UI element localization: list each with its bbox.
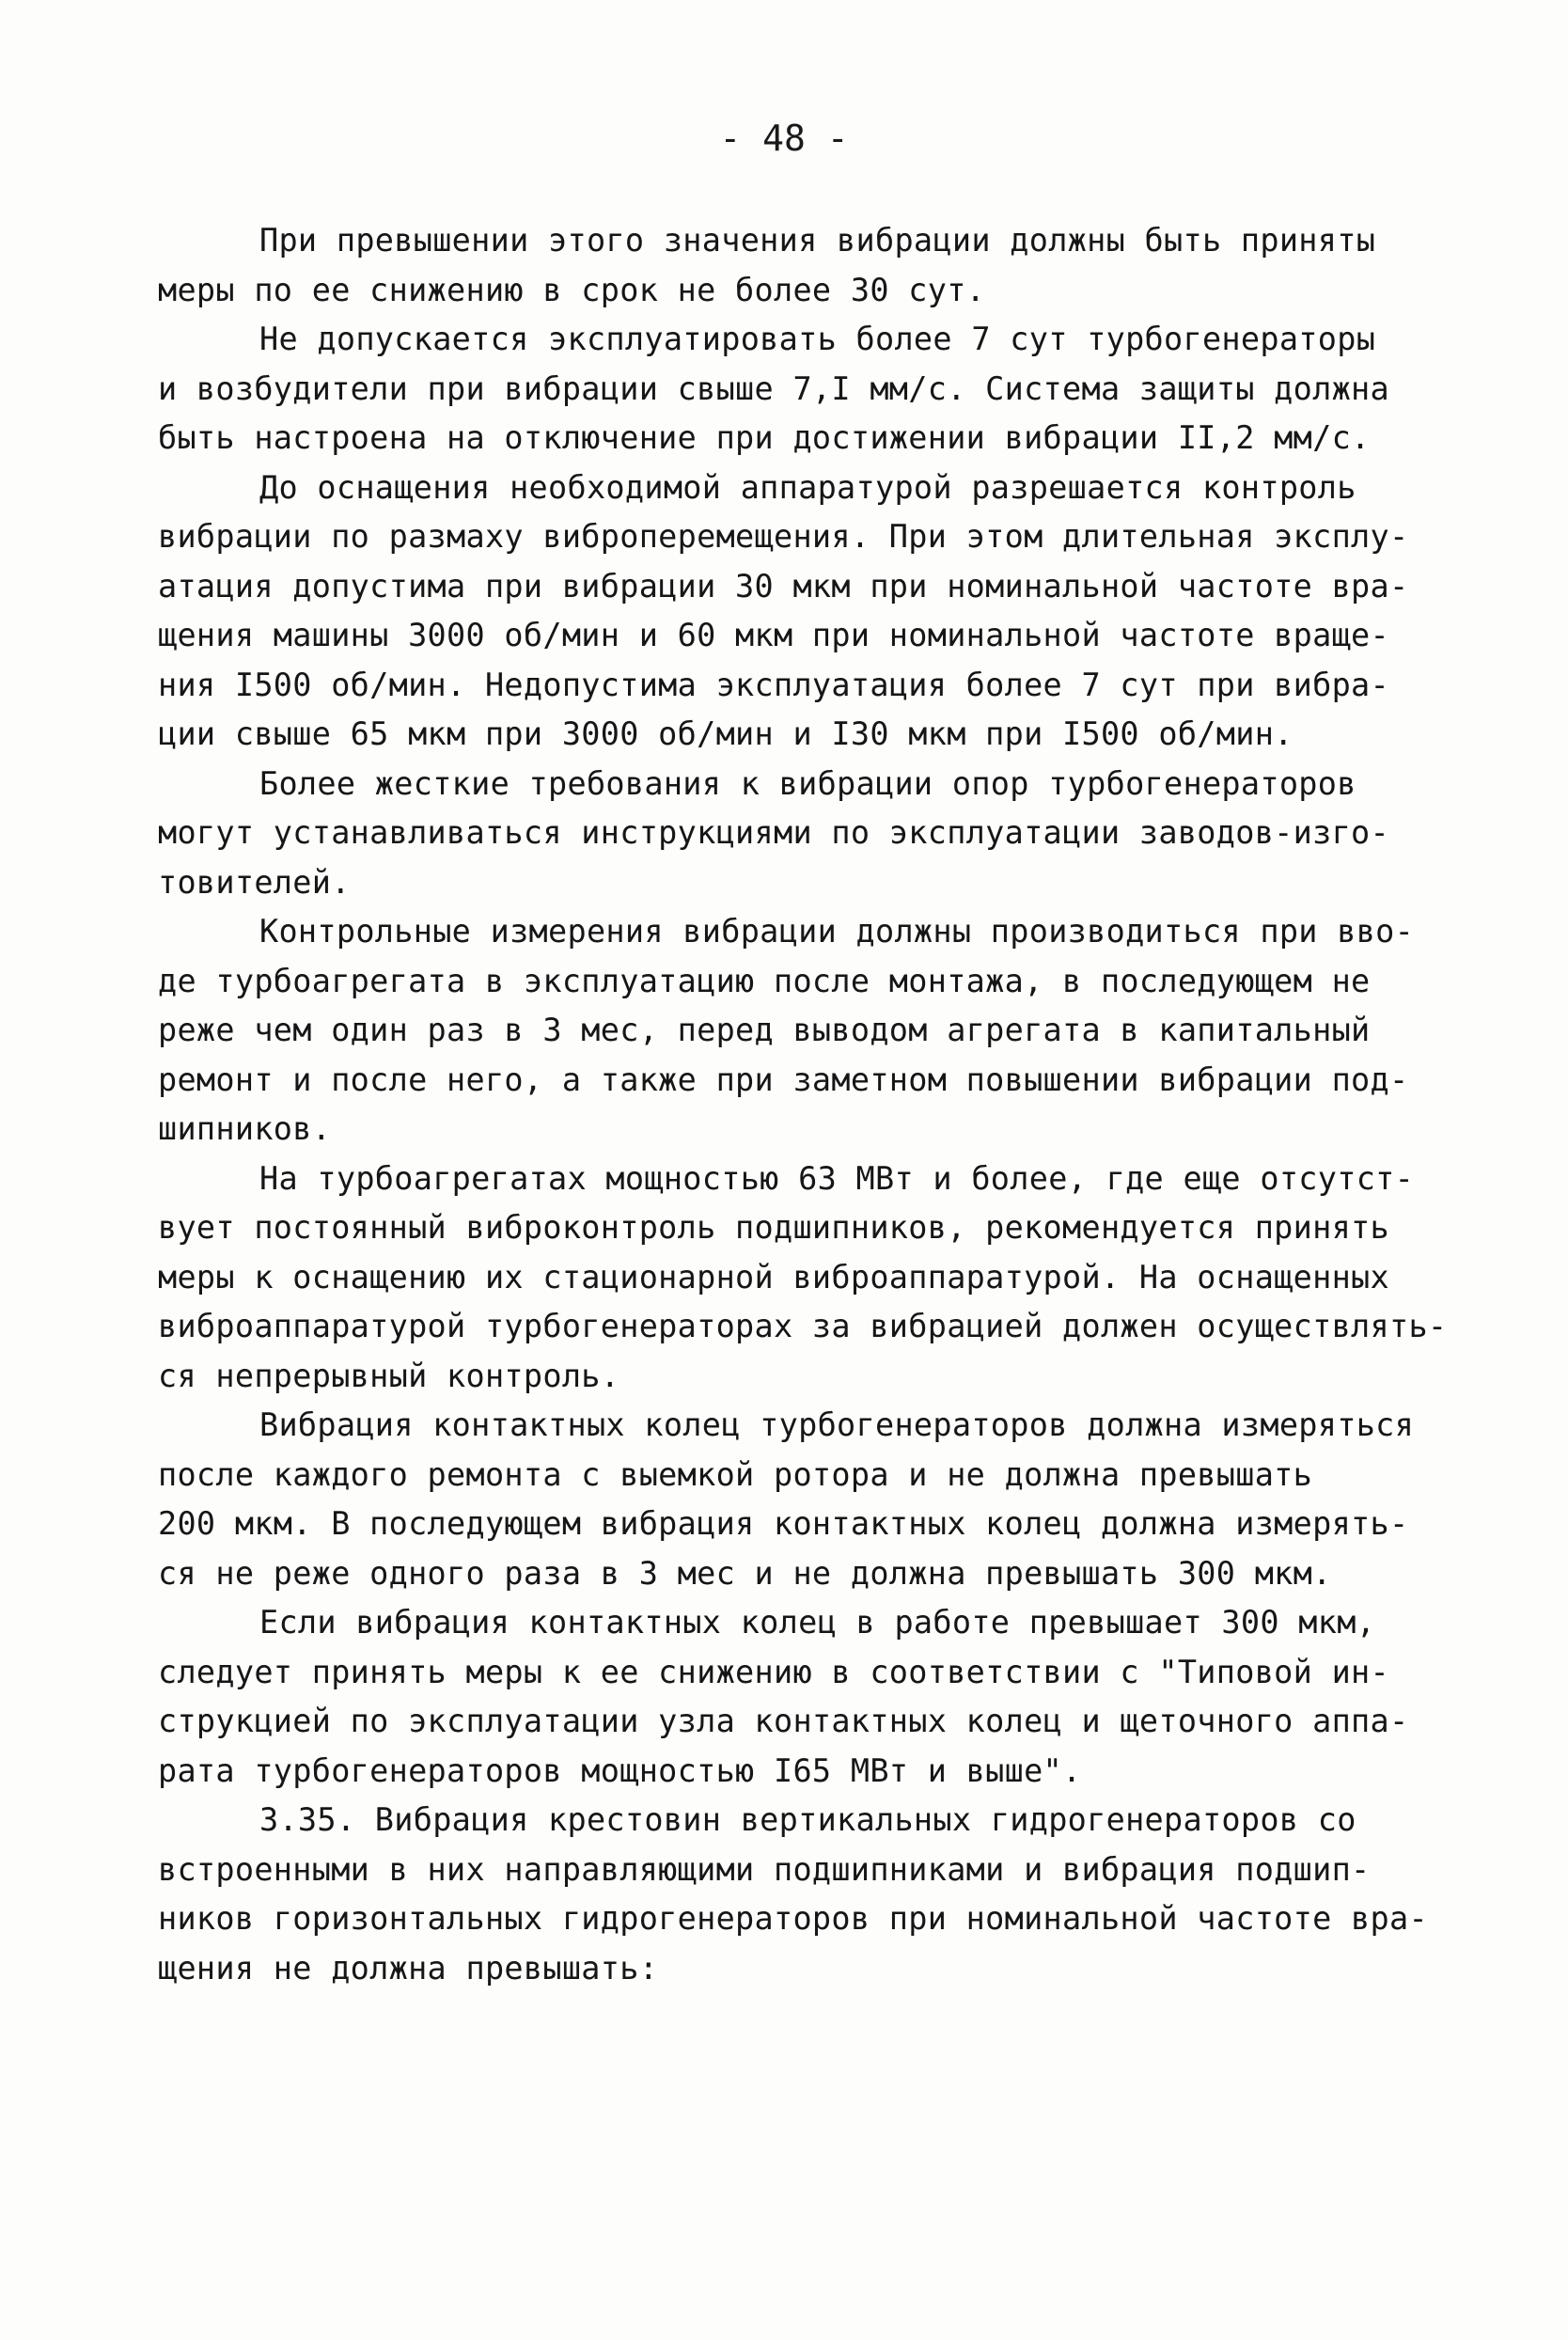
text-line: струкцией по эксплуатации узла контактных колец и щеточного аппа-	[158, 1703, 1409, 1739]
text-line: ремонт и после него, а также при заметном повышении вибрации под-	[158, 1060, 1409, 1098]
text-line: меры к оснащению их стационарной виброаппаратурой. На оснащенных	[158, 1258, 1389, 1296]
text-line: рата турбогенераторов мощностью I65 МВт и выше".	[158, 1751, 1082, 1789]
text-line: ся не реже одного раза в 3 мес и не должна превышать 300 мкм.	[158, 1554, 1332, 1592]
text-line: Не допускается эксплуатировать более 7 сут турбогенераторы	[259, 321, 1376, 357]
text-line: До оснащения необходимой аппаратурой разрешается контроль	[259, 468, 1356, 506]
text-line: ния I500 об/мин. Недопустима эксплуатация более 7 сут при вибра-	[158, 666, 1389, 703]
text-line: 3.35. Вибрация крестовин вертикальных гидрогенераторов со	[259, 1801, 1356, 1838]
document-body	[158, 216, 1455, 1993]
text-line: могут устанавливаться инструкциями по эксплуатации заводов-изго-	[158, 814, 1389, 851]
text-line: меры по ее снижению в срок не более 30 сут.	[158, 271, 986, 308]
paragraph	[158, 1154, 1455, 1402]
paragraph	[158, 463, 1455, 760]
text-line: товителей.	[158, 863, 351, 901]
text-line: При превышении этого значения вибрации должны быть приняты	[259, 222, 1376, 259]
paragraph	[158, 315, 1455, 463]
paragraph	[158, 1401, 1455, 1598]
page-number: - 48 -	[719, 118, 849, 159]
text-line: На турбоагрегатах мощностью 63 МВт и более, где еще отсутст-	[259, 1159, 1415, 1197]
text-line: Вибрация контактных колец турбогенераторов должна измеряться	[259, 1406, 1415, 1443]
text-line: ников горизонтальных гидрогенераторов при номинальной частоте вра-	[158, 1900, 1428, 1937]
paragraph	[158, 1796, 1455, 1993]
paragraph	[158, 216, 1455, 315]
text-line: Контрольные измерения вибрации должны производиться при вво-	[259, 913, 1415, 950]
text-line: реже чем один раз в 3 мес, перед выводом агрегата в капитальный	[158, 1012, 1371, 1048]
text-line: виброаппаратурой турбогенераторах за вибрацией должен осуществлять-	[158, 1308, 1448, 1344]
text-line: Более жесткие требования к вибрации опор турбогенераторов	[259, 764, 1356, 802]
text-line: шипников.	[158, 1110, 332, 1147]
paragraph	[158, 760, 1455, 908]
text-line: вибрации по размаху виброперемещения. При этом длительная эксплу-	[158, 518, 1409, 555]
text-line: Если вибрация контактных колец в работе превышает 300 мкм,	[259, 1604, 1376, 1641]
text-line: атация допустима при вибрации 30 мкм при номинальной частоте вра-	[158, 567, 1409, 605]
text-line: щения не должна превышать:	[158, 1949, 659, 1987]
paragraph	[158, 1598, 1455, 1796]
text-line: быть настроена на отключение при достижении вибрации II,2 мм/с.	[158, 419, 1371, 456]
text-line: следует принять меры к ее снижению в соответствии с "Типовой ин-	[158, 1653, 1389, 1690]
text-line: после каждого ремонта с выемкой ротора и не должна превышать	[158, 1455, 1313, 1493]
text-line: щения машины 3000 об/мин и 60 мкм при номинальной частоте враще-	[158, 617, 1389, 653]
text-line: ся непрерывный контроль.	[158, 1357, 620, 1394]
text-line: и возбудители при вибрации свыше 7,I мм/с. Система защиты должна	[158, 369, 1389, 407]
paragraph	[158, 907, 1455, 1154]
text-line: де турбоагрегата в эксплуатацию после монтажа, в последующем не	[158, 962, 1371, 999]
text-line: встроенными в них направляющими подшипниками и вибрация подшип-	[158, 1850, 1371, 1888]
text-line: 200 мкм. В последующем вибрация контактных колец должна измерять-	[158, 1505, 1409, 1542]
text-line: вует постоянный виброконтроль подшипников, рекомендуется принять	[158, 1209, 1389, 1246]
text-line: ции свыше 65 мкм при 3000 об/мин и I30 мкм при I500 об/мин.	[158, 715, 1294, 752]
